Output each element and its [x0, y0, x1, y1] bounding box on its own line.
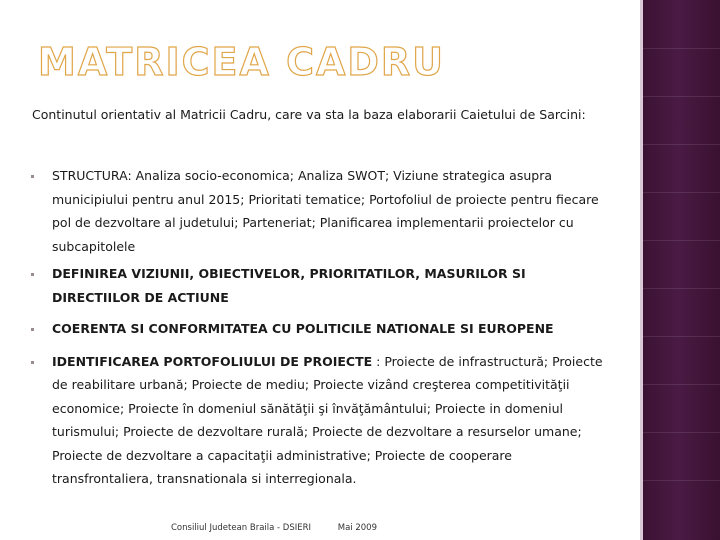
- bullet-heading: DEFINIREA VIZIUNII, OBIECTIVELOR, PRIORITATILOR, MASURILOR SI DIRECTIILOR DE ACTIUNE: [52, 266, 526, 305]
- slide-title: MATRICEA CADRU: [38, 40, 446, 84]
- slide-footer: [171, 523, 377, 533]
- bullet-marker-icon: [31, 175, 34, 178]
- bullet-marker-icon: [31, 273, 34, 276]
- bullet-marker-icon: [31, 361, 34, 364]
- bullet-identificarea: [28, 350, 613, 491]
- bullet-list: [28, 164, 613, 491]
- bullet-coerenta: [28, 317, 613, 341]
- bullet-structura: [28, 164, 613, 258]
- bullet-text: : Proiecte de infrastructură; Proiecte de reabilitare urbană; Proiecte de mediu; Proiecte vizând creşterea competitivităţii economice; Proiecte în domeniul sănătăţii şi învăţământului; Proiecte in domeniul turismului; Proiecte de dezvoltare rurală; Proiecte de dezvoltare a resurselor umane; Proiecte de dezvoltare a capacitaţii administrative; Proiecte de cooperare transfrontaliera, transnationala si interregionala.: [52, 353, 603, 486]
- bullet-marker-icon: [31, 328, 34, 331]
- footer-date: Mai 2009: [337, 523, 377, 533]
- bullet-heading: STRUCTURA: [52, 168, 128, 183]
- intro-text: Continutul orientativ al Matricii Cadru, care va sta la baza elaborarii Caietului de Sarcini:: [32, 107, 586, 122]
- decorative-side-band: [643, 0, 720, 540]
- bullet-heading: COERENTA SI CONFORMITATEA CU POLITICILE NATIONALE SI EUROPENE: [52, 321, 554, 336]
- bullet-definirea: [28, 262, 613, 309]
- bullet-heading: IDENTIFICAREA PORTOFOLIULUI DE PROIECTE: [52, 353, 373, 369]
- bullet-text: : Analiza socio-economica; Analiza SWOT; Viziune strategica asupra municipiului pentru anul 2015; Prioritati tematice; Portofoliul de proiecte pentru fiecare pol de dezvoltare al judetului; Parteneriat; Planificarea implementarii proiectelor cu subcapitolele: [52, 168, 599, 254]
- footer-organization: Consiliul Judetean Braila - DSIERI: [171, 523, 312, 533]
